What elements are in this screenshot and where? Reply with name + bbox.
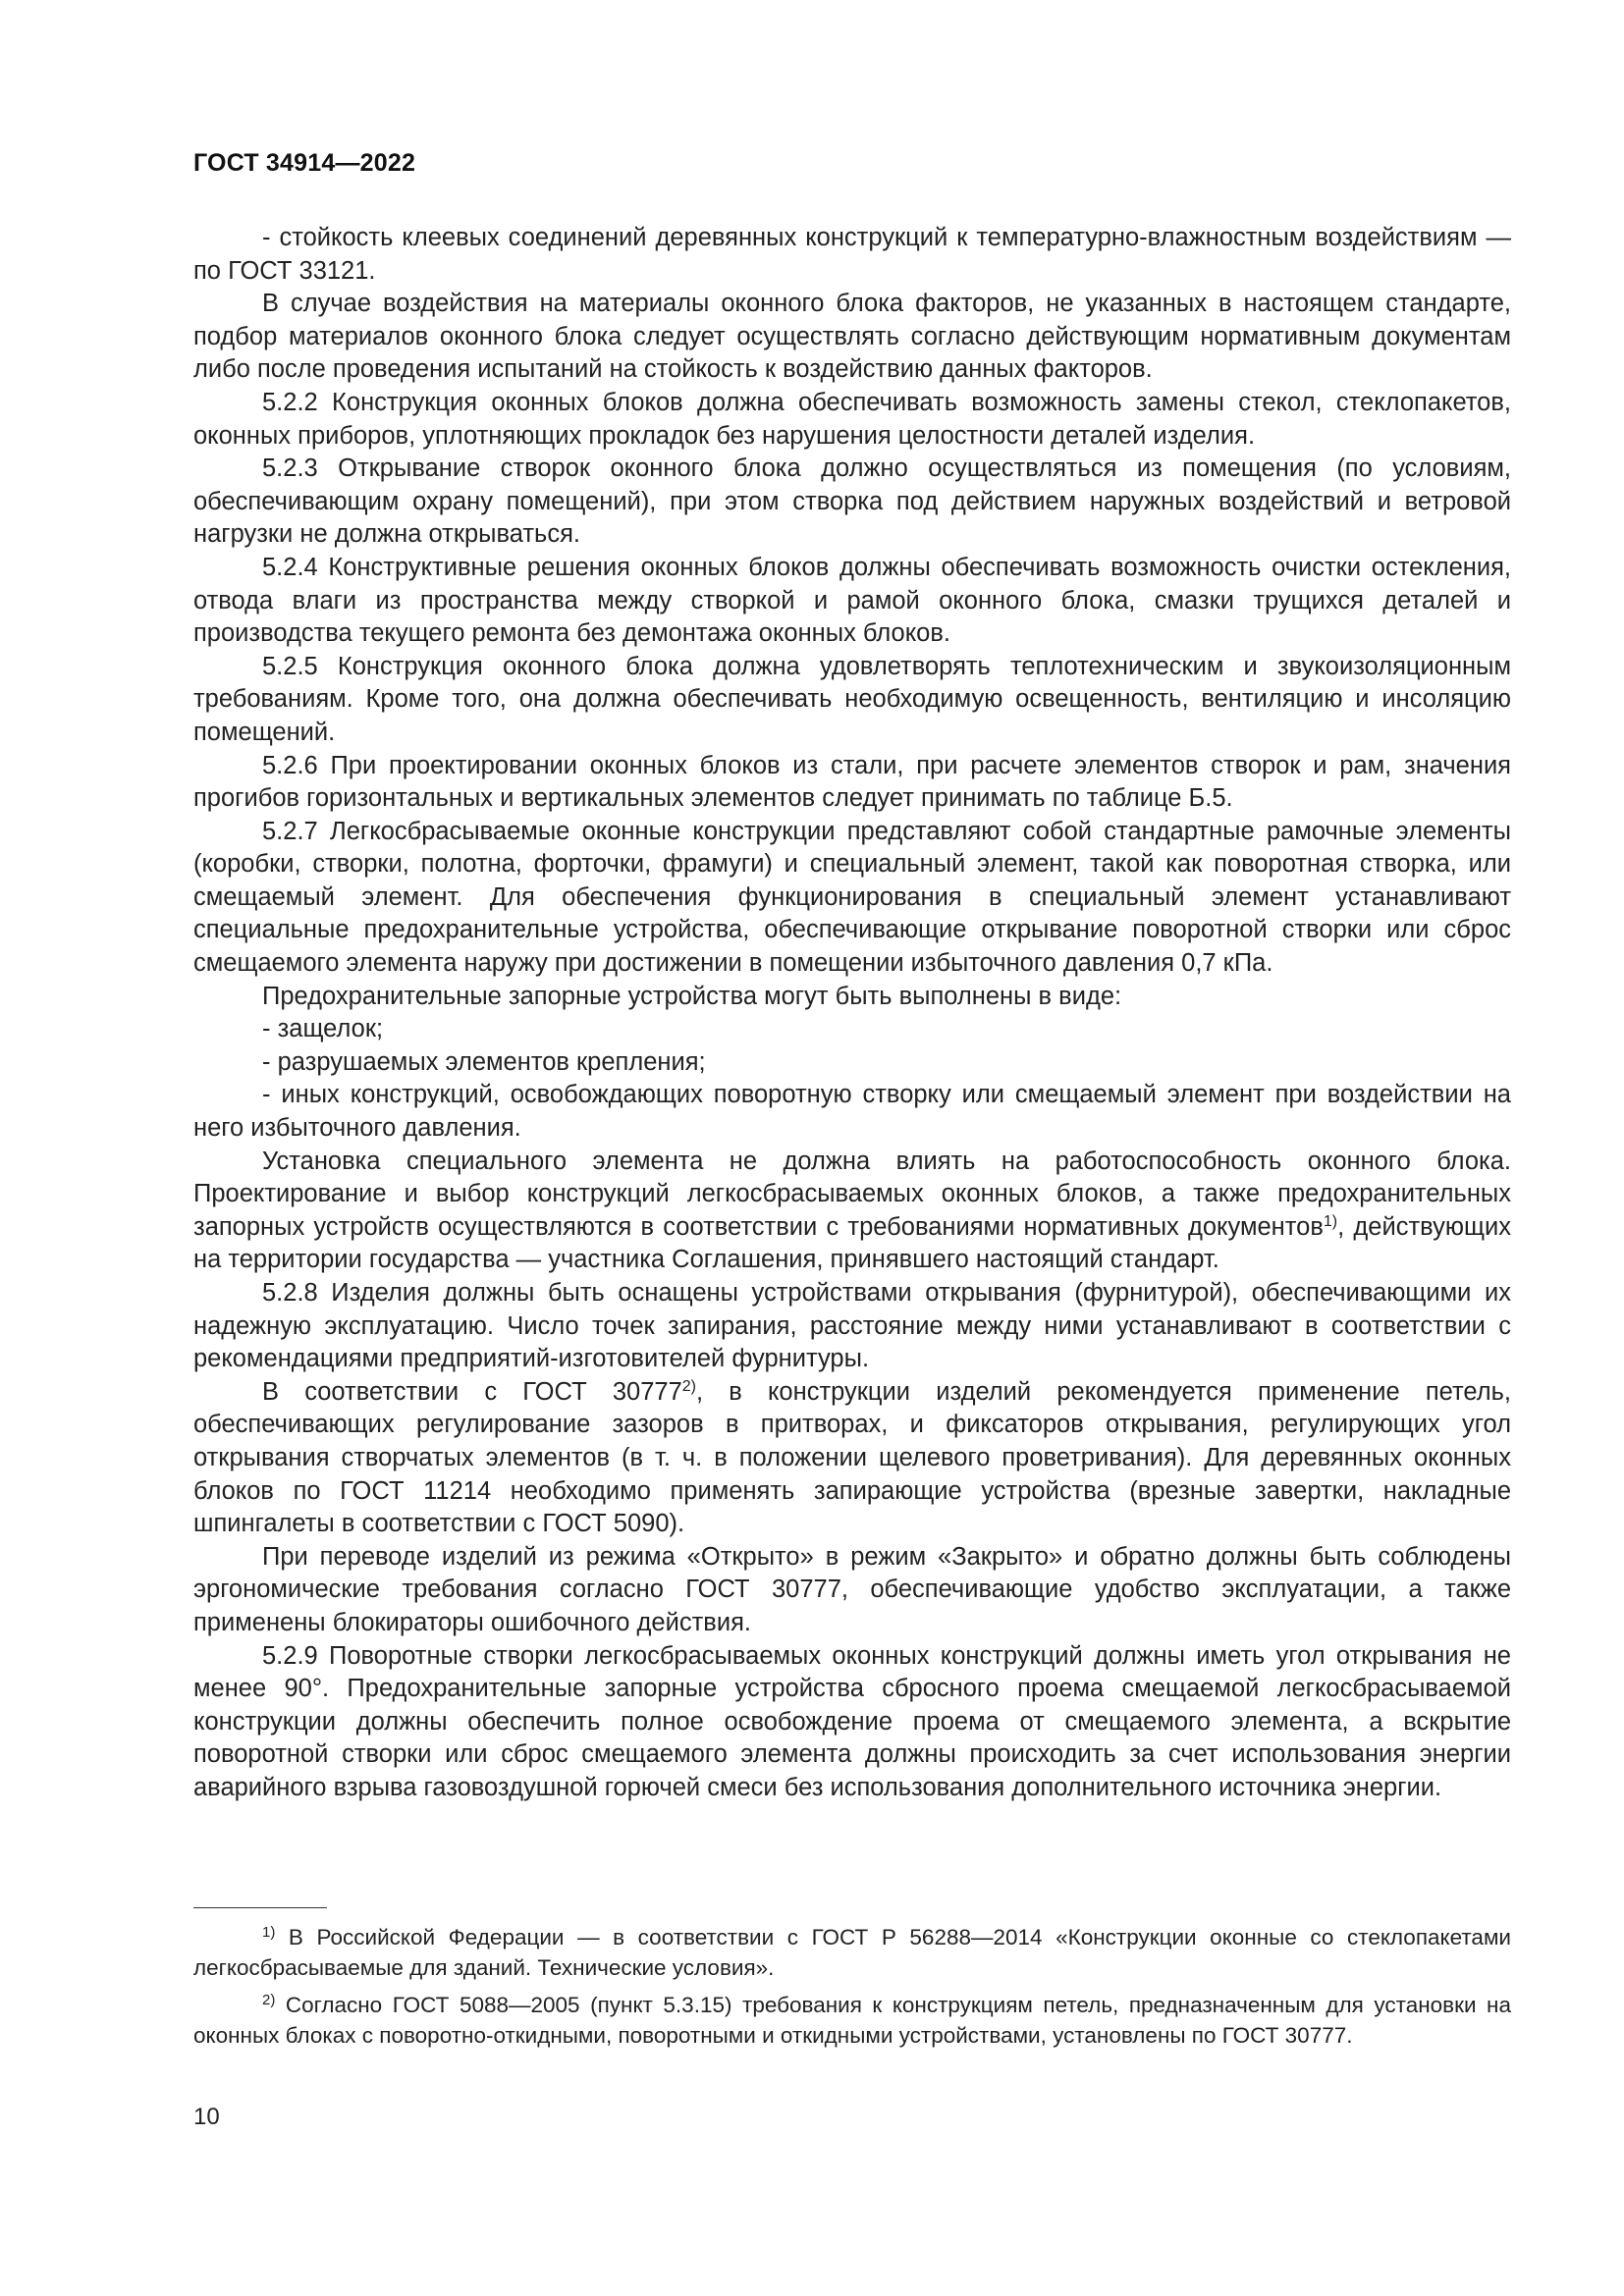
paragraph-text: , в конструкции изделий рекомендуется применение петель, обеспечивающих регулирование зазоров в притворах, и фиксаторов открывания, регулирующих угол открывания створчатых элементов (в т. ч. в положении щелевого проветривания). Для деревянных оконных блоков по ГОСТ 11214 необходимо применять запирающие устройства (врезные завертки, накладные шпингалеты в соответствии с ГОСТ 5090).	[193, 1377, 1511, 1538]
paragraph: 5.2.3 Открывание створок оконного блока должно осуществляться из помещения (по условиям, обеспечивающим охрану помещений), при этом створка под действием наружных воздействий и ветровой нагрузки не должна открываться.	[193, 454, 1511, 549]
paragraph	[193, 1146, 1511, 1277]
footnote-marker: 1)	[262, 1924, 276, 1941]
paragraph: 5.2.5 Конструкция оконного блока должна удовлетворять теплотехническим и звукоизоляционным требованиям. Кроме того, она должна обеспечивать необходимую освещенность, вентиляцию и инсоляцию помещений.	[193, 652, 1511, 746]
page-number: 10	[193, 2104, 220, 2130]
footnote-ref[interactable]: 1)	[1323, 1212, 1338, 1230]
footnotes	[193, 1922, 1511, 2057]
paragraph: 5.2.8 Изделия должны быть оснащены устройствами открывания (фурнитурой), обеспечивающими их надежную эксплуатацию. Число точек запирания, расстояние между ними устанавливают в соответствии с рекомендациями предприятий-изготовителей фурнитуры.	[193, 1279, 1511, 1373]
footnote-marker: 2)	[262, 1992, 276, 2008]
paragraph: 5.2.6 При проектировании оконных блоков из стали, при расчете элементов створок и рам, значения прогибов горизонтальных и вертикальных элементов следует принимать по таблице Б.5.	[193, 751, 1511, 813]
paragraph: Предохранительные запорные устройства могут быть выполнены в виде:	[262, 982, 1122, 1010]
footnote-divider	[193, 1907, 327, 1908]
list-item: - иных конструкций, освобождающих поворотную створку или смещаемый элемент при воздействии на него избыточного давления.	[193, 1081, 1511, 1143]
paragraph: 5.2.7 Легкосбрасываемые оконные конструкции представляют собой стандартные рамочные элементы (коробки, створки, полотна, форточки, фрамуги) и специальный элемент, такой как поворотная створка, или смещаемый элемент. Для обеспечения функционирования в специальный элемент устанавливают специальные предохранительные устройства, обеспечивающие открывание поворотной створки или сброс смещаемого элемента наружу при достижении в помещении избыточного давления 0,7 кПа.	[193, 817, 1511, 978]
paragraph	[193, 1376, 1511, 1541]
paragraph: 5.2.2 Конструкция оконных блоков должна обеспечивать возможность замены стекол, стеклопакетов, оконных приборов, уплотняющих прокладок без нарушения целостности деталей изделия.	[193, 388, 1511, 450]
footnote-ref[interactable]: 2)	[681, 1377, 696, 1395]
paragraph: - стойкость клеевых соединений деревянных конструкций к температурно-влажностным воздействиям — по ГОСТ 33121.	[193, 224, 1511, 285]
paragraph: 5.2.9 Поворотные створки легкосбрасываемых оконных конструкций должны иметь угол открывания не менее 90°. Предохранительные запорные устройства сбросного проема смещаемой легкосбрасываемой конструкции должны обеспечить полное освобождение проема от смещаемого элемента, а вскрытие поворотной створки или сброс смещаемого элемента должны происходить за счет использования энергии аварийного взрыва газовоздушной горючей смеси без использования дополнительного источника энергии.	[193, 1641, 1511, 1801]
document-header: ГОСТ 34914—2022	[193, 149, 416, 177]
paragraph: В случае воздействия на материалы оконного блока факторов, не указанных в настоящем стандарте, подбор материалов оконного блока следует осуществлять согласно действующим нормативным документам либо после проведения испытаний на стойкость к воздействию данных факторов.	[193, 290, 1511, 384]
footnote-text: Согласно ГОСТ 5088—2005 (пункт 5.3.15) требования к конструкциям петель, предназначенным для установки на оконных блоках с поворотно-откидными, поворотными и откидными устройствами, установлены по ГОСТ 30777.	[193, 1993, 1511, 2048]
paragraph-text: , действующих на территории государства — участника Соглашения, принявшего настоящий стандарт.	[193, 1212, 1511, 1274]
body-text	[193, 222, 1511, 1805]
footnote	[193, 1922, 1511, 1983]
paragraph-text: В соответствии с ГОСТ 30777	[262, 1377, 682, 1406]
paragraph-text: Установка специального элемента не должна влиять на работоспособность оконного блока. Проектирование и выбор конструкций легкосбрасываемых оконных блоков, а также предохранительных запорных устройств осуществляются в соответствии с требованиями нормативных документов	[193, 1147, 1511, 1241]
footnote	[193, 1990, 1511, 2051]
footnote-text: В Российской Федерации — в соответствии с ГОСТ Р 56288—2014 «Конструкции оконные со стеклопакетами легкосбрасываемые для зданий. Технические условия».	[193, 1925, 1511, 1980]
paragraph: 5.2.4 Конструктивные решения оконных блоков должны обеспечивать возможность очистки остекления, отвода влаги из пространства между створкой и рамой оконного блока, смазки трущихся деталей и производства текущего ремонта без демонтажа оконных блоков.	[193, 553, 1511, 648]
list-item: - защелок;	[262, 1015, 384, 1043]
paragraph: При переводе изделий из режима «Открыто» в режим «Закрыто» и обратно должны быть соблюдены эргономические требования согласно ГОСТ 30777, обеспечивающие удобство эксплуатации, а также применены блокираторы ошибочного действия.	[193, 1542, 1511, 1636]
list-item: - разрушаемых элементов крепления;	[262, 1047, 706, 1076]
